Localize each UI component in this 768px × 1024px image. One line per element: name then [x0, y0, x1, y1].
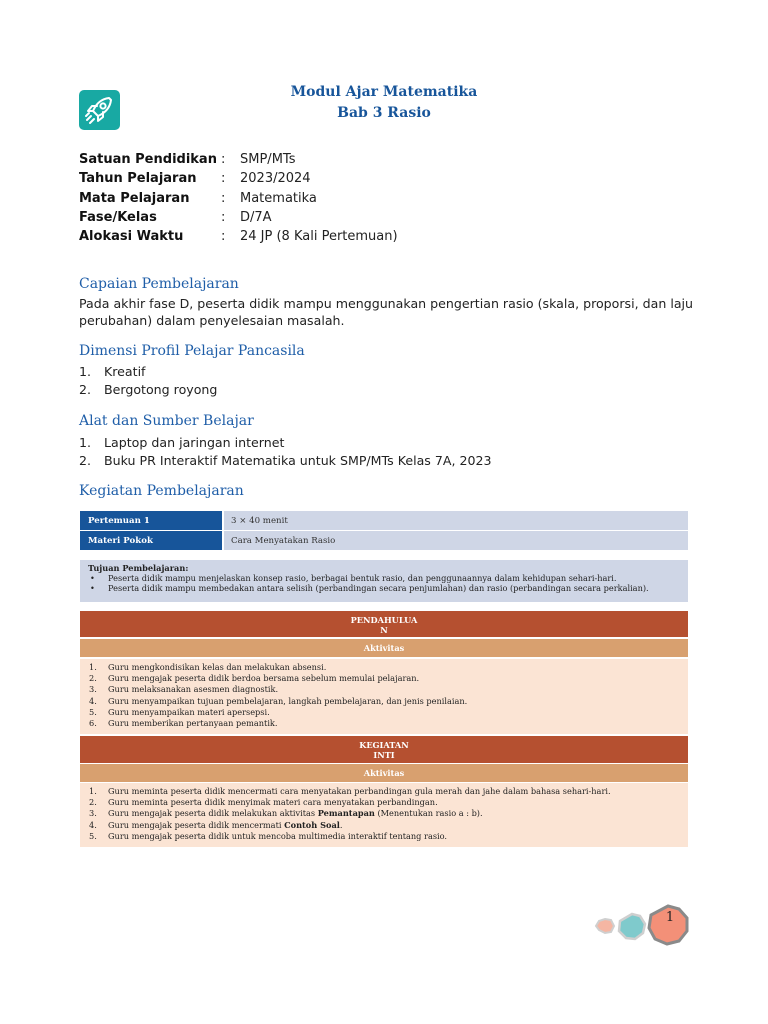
meta-label: Alokasi Waktu: [79, 229, 184, 245]
section-title-capaian: Capaian Pembelajaran: [79, 276, 239, 292]
meta-row-satuan: [79, 150, 398, 169]
meta-row-fase: [79, 208, 398, 227]
meta-value: 2023/2024: [240, 171, 311, 187]
meta-colon: :: [221, 152, 226, 168]
list-item: 4. Guru menyampaikan tujuan pembelajaran, langkah pembelajaran, dan jenis penilaian.: [89, 695, 468, 706]
list-item: 1. Kreatif: [79, 364, 146, 380]
meta-colon: :: [221, 229, 226, 245]
list-item: 4. Guru mengajak peserta didik mencermati Contoh Soal.: [89, 819, 343, 830]
list-item: 2. Guru meminta peserta didik menyimak materi cara menyatakan perbandingan.: [89, 797, 438, 808]
info-value: 3 × 40 menit: [224, 511, 688, 530]
meta-value: SMP/MTs: [240, 152, 296, 168]
info-label: Materi Pokok: [80, 531, 222, 550]
list-item: 2. Guru mengajak peserta didik berdoa bersama sebelum memulai pelajaran.: [89, 673, 420, 684]
meta-label: Mata Pelajaran: [79, 190, 190, 206]
meta-colon: :: [221, 171, 226, 187]
inti-activities: [80, 783, 688, 847]
capaian-text: Pada akhir fase D, peserta didik mampu menggunakan pengertian rasio (skala, proporsi, dan laju perubahan) dalam penyelesaian masalah.: [79, 296, 694, 328]
meta-value: 24 JP (8 Kali Pertemuan): [240, 229, 398, 245]
list-item: 3. Guru mengajak peserta didik melakukan aktivitas Pemantapan (Menentukan rasio a : b).: [89, 808, 483, 819]
list-item: 1. Laptop dan jaringan internet: [79, 435, 285, 451]
section-title-dimensi: Dimensi Profil Pelajar Pancasila: [79, 343, 305, 359]
list-item: 1. Guru meminta peserta didik mencermati cara menyatakan perbandingan gula merah dan jahe dalam bahasa sehari-hari.: [89, 786, 611, 796]
meta-label: Fase/Kelas: [79, 210, 157, 226]
list-item: 6. Guru memberikan pertanyaan pemantik.: [89, 718, 278, 729]
info-label: Pertemuan 1: [80, 511, 222, 530]
alat-list: [79, 434, 492, 469]
page-title: Modul Ajar Matematika: [290, 84, 478, 100]
aktivitas-header: Aktivitas: [80, 639, 688, 657]
table-row-pertemuan: [80, 511, 688, 530]
pendahuluan-header: PENDAHULUA N: [80, 611, 688, 637]
pendahuluan-activities: [80, 659, 688, 734]
info-value: Cara Menyatakan Rasio: [224, 531, 688, 550]
list-item: 2. Bergotong royong: [79, 381, 218, 397]
meta-row-tahun: [79, 169, 398, 188]
list-item: 5. Guru menyampaikan materi apersepsi.: [89, 706, 270, 717]
meta-label: Satuan Pendidikan: [79, 152, 217, 168]
list-item: • Peserta didik mampu membedakan antara selisih (perbandingan secara penjumlahan) dan rasio (perbandingan secara perkalian).: [90, 583, 649, 593]
tujuan-title: Tujuan Pembelajaran:: [88, 563, 189, 573]
dimensi-list: [79, 363, 217, 398]
meta-value: D/7A: [240, 210, 272, 226]
section-title-kegiatan: Kegiatan Pembelajaran: [79, 483, 244, 499]
aktivitas-header: Aktivitas: [80, 764, 688, 782]
meta-colon: :: [221, 190, 226, 206]
tujuan-box: [80, 560, 688, 602]
list-item: 3. Guru melaksanakan asesmen diagnostik.: [89, 684, 279, 695]
meta-colon: :: [221, 210, 226, 226]
table-row-materi: [80, 531, 688, 550]
meta-value: Matematika: [240, 190, 317, 206]
list-item: 5. Guru mengajak peserta didik untuk mencoba multimedia interaktif tentang rasio.: [89, 830, 448, 841]
inti-header: KEGIATAN INTI: [80, 736, 688, 763]
list-item: • Peserta didik mampu menjelaskan konsep rasio, berbagai bentuk rasio, dan penggunaannya dalam kehidupan sehari-hari.: [90, 573, 617, 583]
document-metadata: [79, 150, 398, 246]
list-item: 2. Buku PR Interaktif Matematika untuk SMP/MTs Kelas 7A, 2023: [79, 452, 492, 468]
meta-row-mapel: [79, 189, 398, 208]
meta-label: Tahun Pelajaran: [79, 171, 197, 187]
list-item: 1. Guru mengkondisikan kelas dan melakukan absensi.: [89, 662, 327, 672]
page-subtitle: Bab 3 Rasio: [337, 105, 431, 121]
page-number: 1: [665, 910, 675, 925]
meta-row-alokasi: [79, 227, 398, 246]
section-title-alat: Alat dan Sumber Belajar: [79, 413, 254, 429]
